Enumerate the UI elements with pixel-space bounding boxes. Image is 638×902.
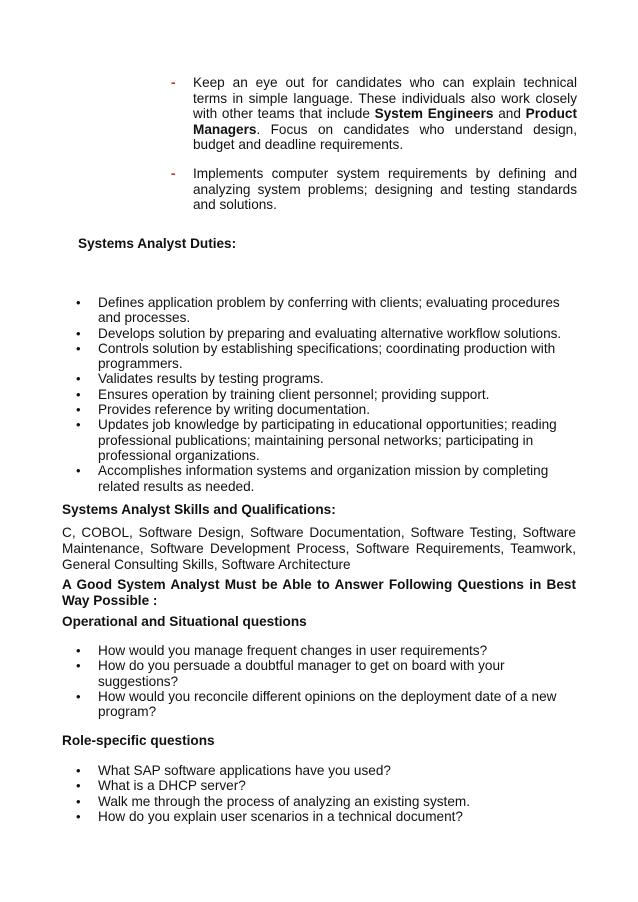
good-analyst-heading: A Good System Analyst Must be Able to Answer Following Questions in Best Way Possible : (62, 577, 576, 609)
operational-list (62, 643, 562, 719)
role-specific-heading: Role-specific questions (62, 733, 215, 748)
list-item: • Defines application problem by conferring with clients; evaluating procedures and processes. (62, 295, 562, 326)
dash-marker: - (171, 75, 176, 90)
list-item: • Updates job knowledge by participating in educational opportunities; reading professional publications; maintaining personal networks; participating in professional organizations. (62, 417, 562, 463)
list-item: • How would you manage frequent changes in user requirements? (62, 643, 562, 658)
operational-heading: Operational and Situational questions (62, 614, 307, 629)
intro-point-candidates (171, 75, 578, 153)
list-item: • Controls solution by establishing specifications; coordinating production with programmers. (62, 341, 562, 372)
role-specific-list (62, 763, 562, 824)
list-item: • What SAP software applications have you used? (62, 763, 562, 778)
dash-marker: - (171, 166, 176, 181)
list-item: • How do you explain user scenarios in a technical document? (62, 809, 562, 824)
list-item: • Develops solution by preparing and evaluating alternative workflow solutions. (62, 326, 562, 341)
intro-point-implements (171, 166, 577, 213)
skills-text: C, COBOL, Software Design, Software Documentation, Software Testing, Software Maintenance, Software Development Process, Software Requirements, Teamwork, General Consulting Skills, Software Architecture (62, 525, 576, 573)
list-item: • Ensures operation by training client personnel; providing support. (62, 387, 562, 402)
intro-point-text: Implements computer system requirements by defining and analyzing system problems; designing and testing standards and solutions. (193, 166, 577, 213)
duties-list (62, 295, 562, 494)
skills-heading: Systems Analyst Skills and Qualifications: (62, 502, 336, 517)
list-item: • What is a DHCP server? (62, 778, 562, 793)
list-item: • Provides reference by writing documentation. (62, 402, 562, 417)
list-item: • How do you persuade a doubtful manager to get on board with your suggestions? (62, 658, 562, 689)
list-item: • Walk me through the process of analyzing an existing system. (62, 794, 562, 809)
list-item: • Validates results by testing programs. (62, 371, 562, 386)
intro-point-text: Keep an eye out for candidates who can explain technical terms in simple language. These individuals also work closely with other teams that include System Engineers and Product Managers. Focus on candidates who understand design, budget and deadline requirements. (193, 75, 578, 153)
duties-heading: Systems Analyst Duties: (78, 236, 237, 251)
list-item: • Accomplishes information systems and organization mission by completing related results as needed. (62, 463, 562, 494)
list-item: • How would you reconcile different opinions on the deployment date of a new program? (62, 689, 562, 720)
